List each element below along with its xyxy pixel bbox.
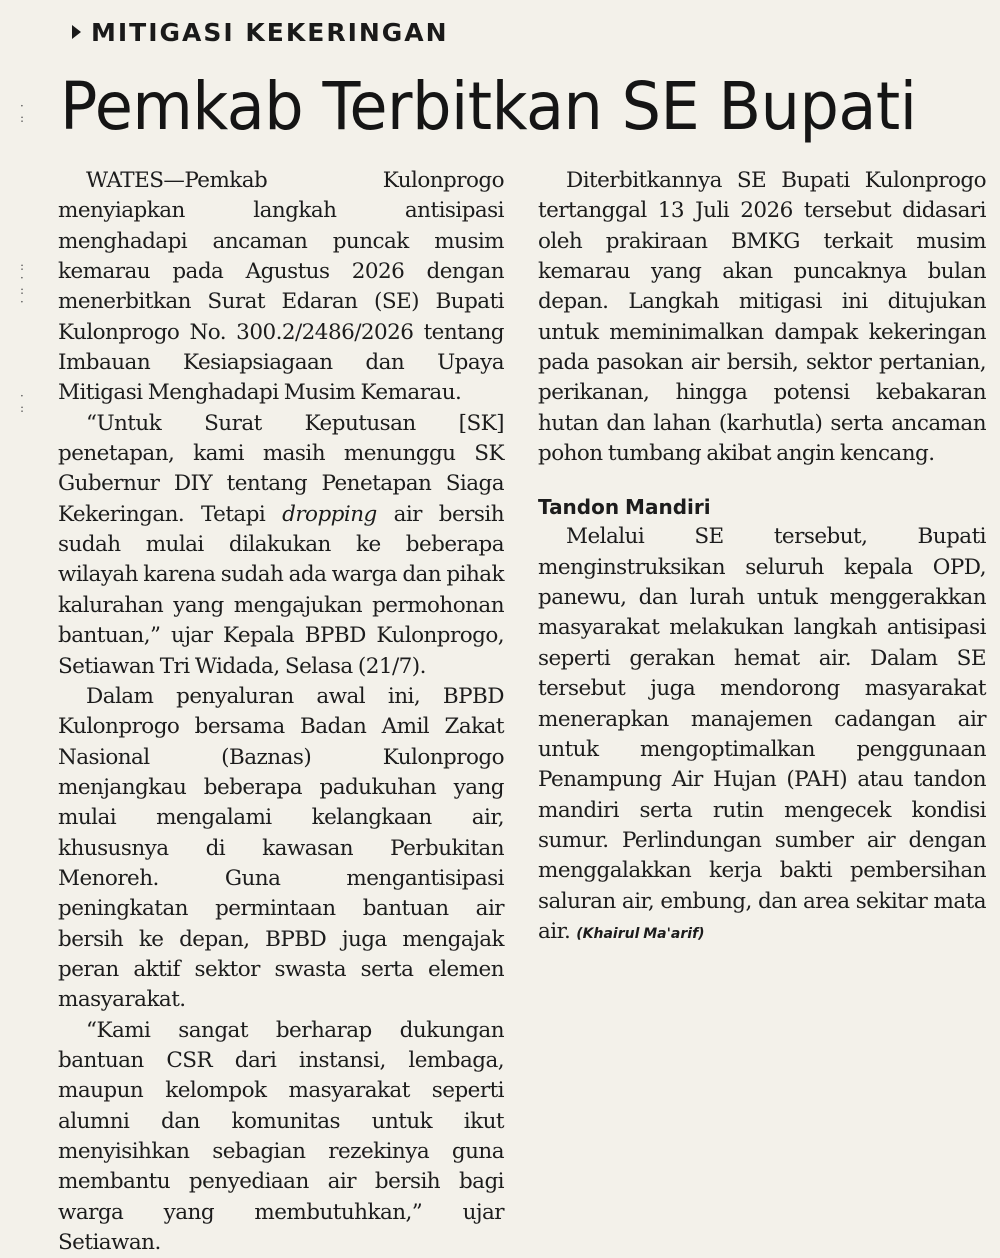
section-kicker (72, 18, 449, 47)
subheading: Tandon Mandiri (538, 495, 711, 520)
byline: (Khairul Ma'arif) (576, 925, 705, 942)
paragraph-6-text: Melalui SE tersebut, Bupati menginstruksikan seluruh kepala OPD, panewu, dan lurah untuk menggerakkan masyarakat melakukan langkah antisipasi seperti gerakan hemat air. Dalam SE tersebut juga mendorong masyarakat menerapkan manajemen cadangan air untuk mengoptimalkan penggunaan Penampung Air Hujan (PAH) atau tandon mandiri serta rutin mengecek kondisi sumur. Perlindungan sumber air dengan menggalakkan kerja bakti pembersihan saluran air, embung, dan area sekitar mata air. (538, 524, 986, 944)
paragraph-2: “Untuk Surat Keputusan [SK] penetapan, kami masih menunggu SK Gubernur DIY tentang Penetapan Siaga Kekeringan. Tetapi dropping air bersih sudah mulai dilakukan ke beberapa wilayah karena sudah ada warga dan pihak kalurahan yang mengajukan permohonan bantuan,” ujar Kepala BPBD Kulonprogo, Setiawan Tri Widada, Selasa (21/7). (58, 410, 504, 679)
paragraph-5: Diterbitkannya SE Bupati Kulonprogo tertanggal 13 Juli 2026 tersebut didasari oleh prakiraan BMKG terkait musim kemarau yang akan puncaknya bulan depan. Langkah mitigasi ini ditujukan untuk meminimalkan dampak kekeringan pada pasokan air bersih, sektor pertanian, perikanan, hingga potensi kebakaran hutan dan lahan (karhutla) serta ancaman pohon tumbang akibat angin kencang. (538, 168, 986, 467)
italic-term: dropping (282, 501, 377, 527)
kicker-arrow-icon (72, 25, 81, 39)
paragraph-1: WATES—Pemkab Kulonprogo menyiapkan langkah antisipasi menghadapi ancaman puncak musim kemarau pada Agustus 2026 dengan menerbitkan Surat Edaran (SE) Bupati Kulonprogo No. 300.2/2486/2026 tentang Imbauan Kesiapsiagaan dan Upaya Mitigasi Menghadapi Musim Kemarau. (58, 168, 504, 406)
scan-margin-marks: · : (20, 99, 25, 125)
scan-margin-marks: · : (20, 389, 25, 415)
column-right (538, 166, 986, 949)
paragraph-6 (538, 522, 986, 949)
scan-margin-marks: : · : · (20, 259, 25, 309)
paragraph-3: Dalam penyaluran awal ini, BPBD Kulonprogo bersama Badan Amil Zakat Nasional (Baznas) Kulonprogo menjangkau beberapa padukuhan yang mulai mengalami kelangkaan air, khususnya di kawasan Perbukitan Menoreh. Guna mengantisipasi peningkatan permintaan bantuan air bersih ke depan, BPBD juga mengajak peran aktif sektor swasta serta elemen masyarakat. (58, 683, 504, 1013)
paragraph-4: “Kami sangat berharap dukungan bantuan CSR dari instansi, lembaga, maupun kelompok masyarakat seperti alumni dan komunitas untuk ikut menyisihkan sebagian rezekinya guna membantu penyediaan air bersih bagi warga yang membutuhkan,” ujar Setiawan. (58, 1017, 504, 1256)
kicker-label: MITIGASI KEKERINGAN (91, 18, 449, 47)
headline: Pemkab Terbitkan SE Bupati (60, 68, 917, 145)
column-left (58, 166, 504, 1258)
